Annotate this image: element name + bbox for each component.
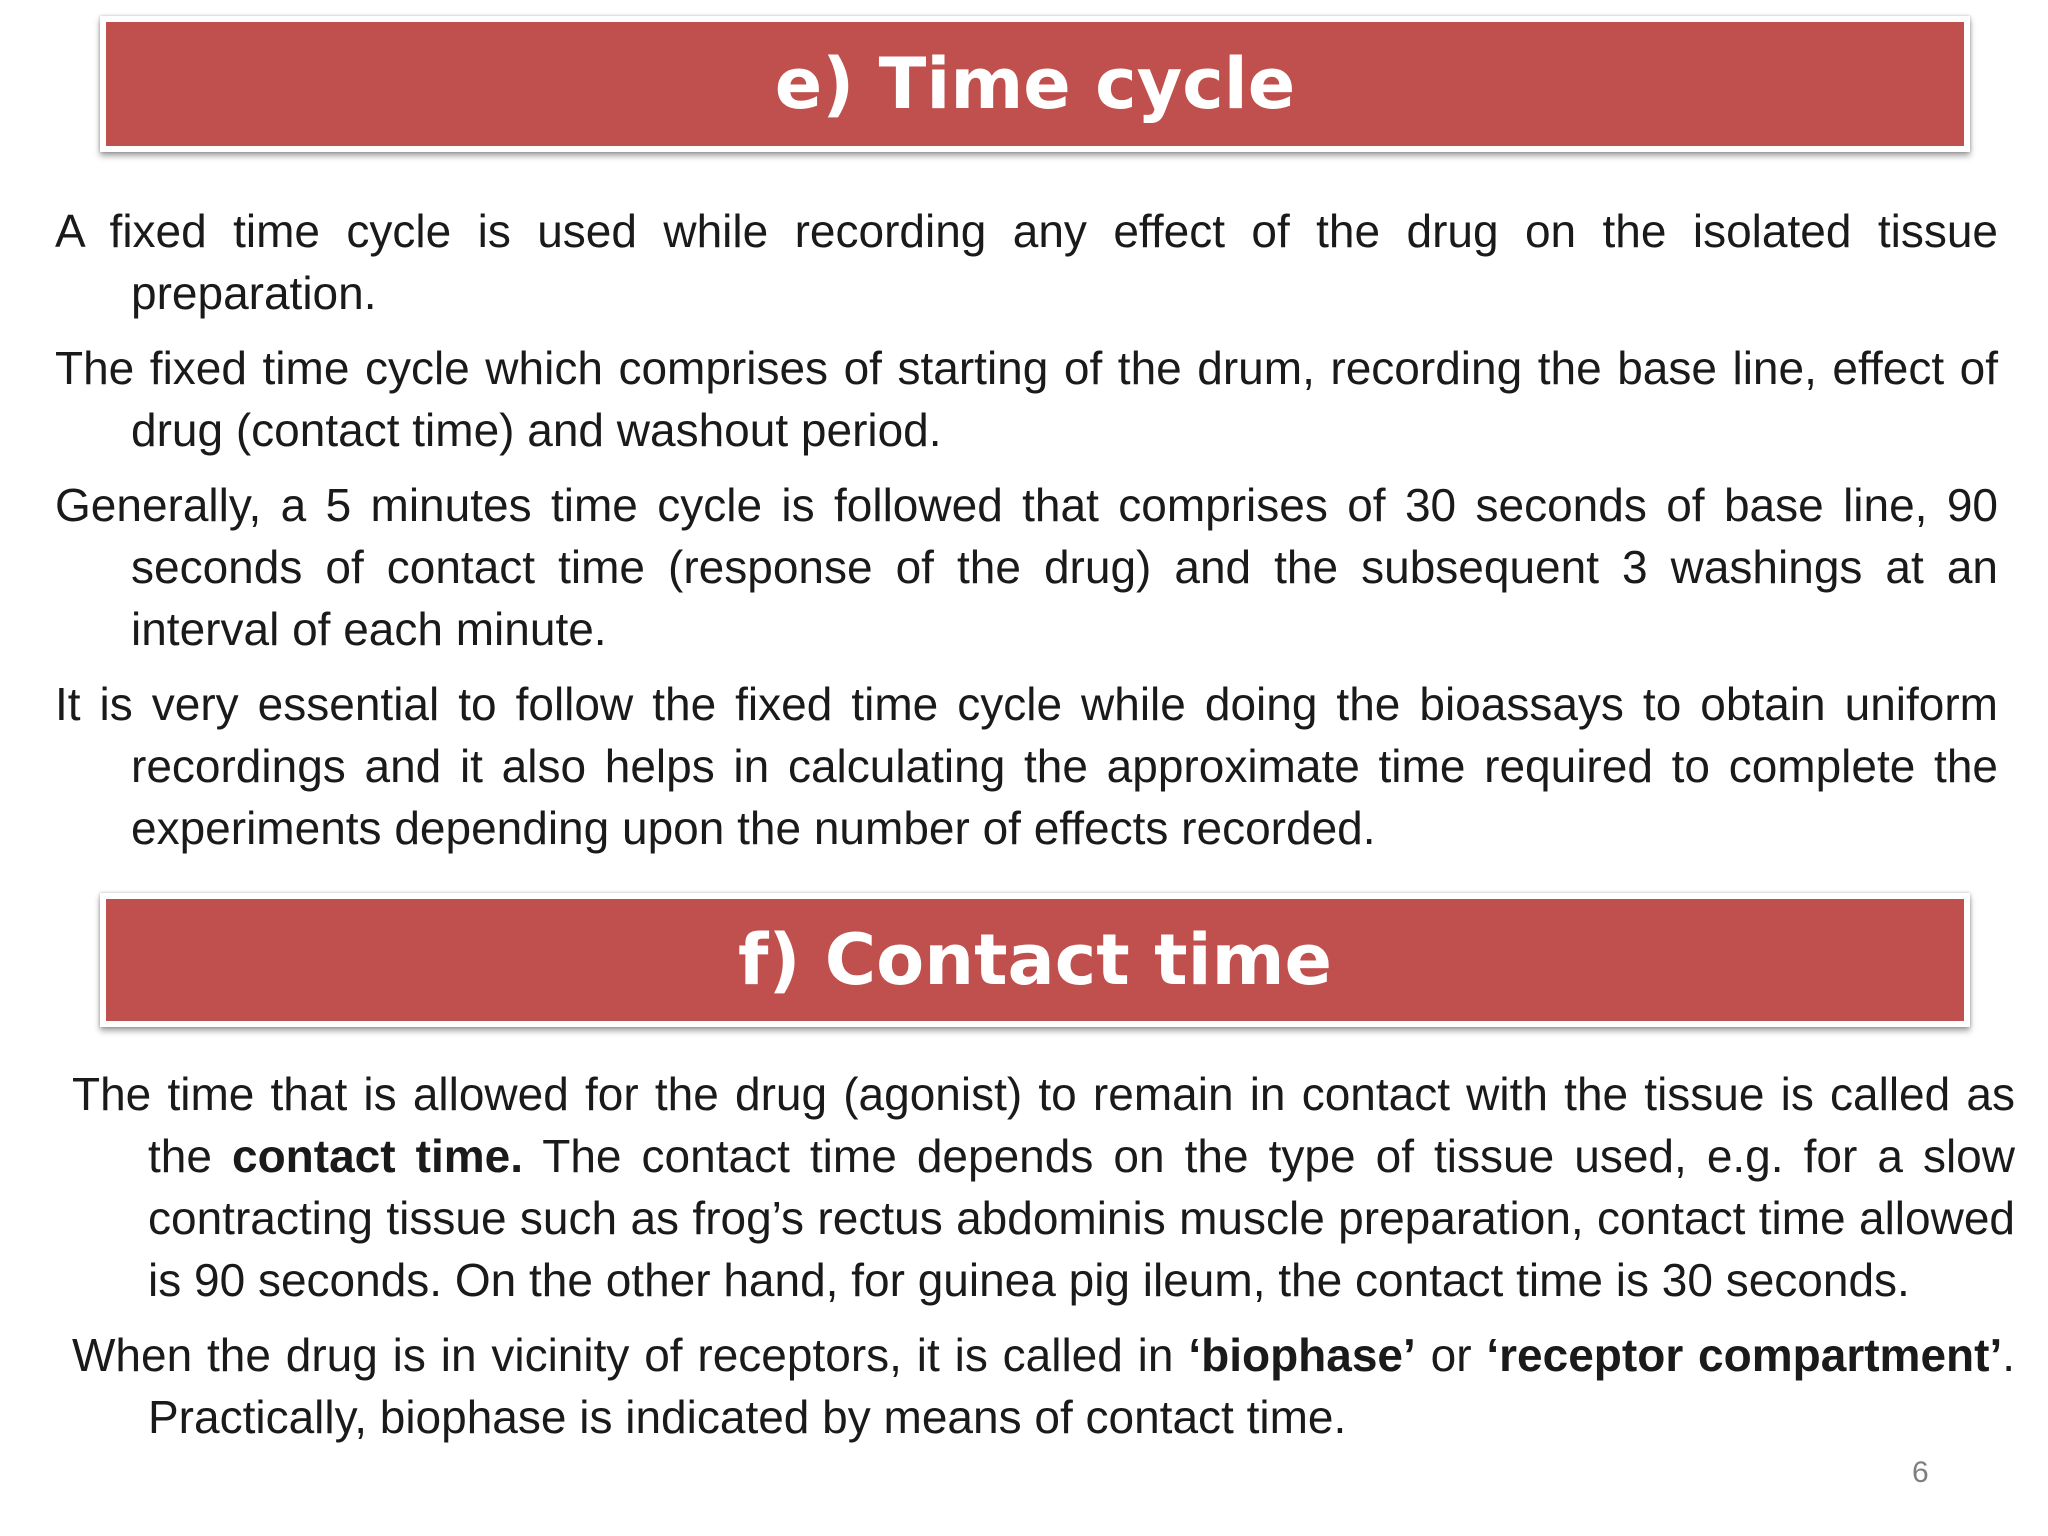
section-f-body [72,1063,2015,1461]
bold-term-contact-time: contact time. [232,1130,523,1182]
section-f-heading-banner [100,893,1970,1027]
section-e-paragraph-1: A fixed time cycle is used while recording any effect of the drug on the isolated tissue preparation. [55,205,1998,319]
section-e-paragraph-3: Generally, a 5 minutes time cycle is followed that comprises of 30 seconds of base line, 90 seconds of contact time (response of the drug) and the subsequent 3 washings at an interval of each minute. [55,479,1998,655]
bold-term-biophase: ‘biophase’ [1188,1329,1416,1381]
section-e-body [55,200,1998,872]
section-e-paragraph-4: It is very essential to follow the fixed time cycle while doing the bioassays to obtain uniform recordings and it also helps in calculating the approximate time required to complete the experiments depending upon the number of effects recorded. [55,678,1998,854]
section-f-paragraph-2 [72,1324,2015,1448]
section-e-heading-banner [100,16,1970,152]
text-run: The time that is allowed for the drug (agonist) to remain in contact with the tissue is called as the [72,1068,2015,1182]
section-e-paragraph-2: The fixed time cycle which comprises of starting of the drum, recording the base line, effect of drug (contact time) and washout period. [55,342,1998,456]
section-f-paragraph-1 [72,1063,2015,1311]
text-run: or [1415,1329,1487,1381]
section-f-heading: f) Contact time [737,919,1332,1001]
section-e-heading: e) Time cycle [774,43,1296,125]
text-run: The contact time depends on the type of tissue used, e.g. for a slow contracting tissue such as frog’s rectus abdominis muscle preparation, contact time allowed is 90 seconds. On the other hand, for guinea pig ileum, the contact time is 30 seconds. [148,1130,2015,1306]
page-number: 6 [1912,1456,1929,1489]
text-run: When the drug is in vicinity of receptors, it is called in [72,1329,1189,1381]
text-run: . Practically, biophase is indicated by means of contact time. [148,1329,2016,1443]
bold-term-receptor-compartment: ‘receptor compartment’ [1486,1329,2003,1381]
